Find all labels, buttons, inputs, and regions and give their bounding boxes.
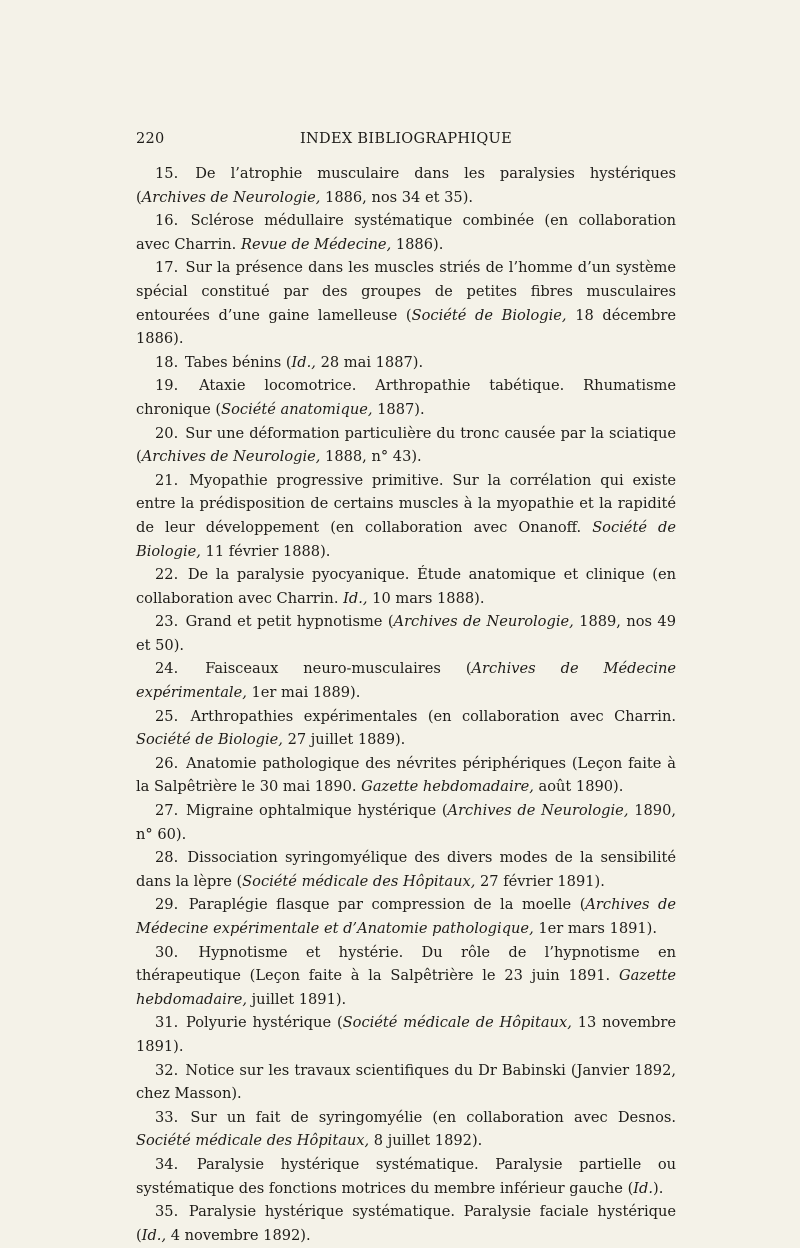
bibliography-entry: [136, 563, 676, 610]
entry-text: Polyurie hystérique (: [186, 1014, 343, 1032]
entry-number: 29.: [155, 896, 179, 914]
entry-details: 1890, n° 60).: [136, 802, 676, 843]
bibliography-entry: [136, 1011, 676, 1058]
entry-text: Migraine ophtalmique hystérique (: [185, 802, 448, 820]
entry-details: 27 février 1891).: [475, 872, 605, 890]
entry-text: Sclérose médullaire systématique combinée (en collaboration avec Charrin.: [136, 212, 677, 253]
bibliography-entry: [136, 374, 676, 421]
entry-number: 32.: [155, 1061, 179, 1079]
entry-number: 33.: [155, 1108, 179, 1126]
entry-source: Société de Biologie,: [411, 306, 567, 324]
bibliography-entry: [136, 893, 676, 940]
page-number: 220: [136, 131, 165, 147]
entry-source: Archives de Neurologie,: [141, 448, 321, 466]
entry-source: Archives de Neurologie,: [393, 613, 574, 631]
entry-number: 21.: [155, 471, 179, 489]
bibliography-entry: [136, 162, 676, 209]
entry-details: 4 novembre 1892).: [166, 1226, 311, 1244]
entry-text: Arthropathies expérimentales (en collaboration avec Charrin.: [190, 707, 677, 725]
entry-number: 31.: [155, 1014, 179, 1032]
bibliography-entry: [136, 799, 676, 846]
entry-text: Sur la présence dans les muscles striés de l’homme d’un système spécial constitué par des groupes de petites fibres musculaires entourées d’une gaine lamelleuse (: [136, 259, 676, 324]
entry-number: 35.: [155, 1203, 179, 1221]
bibliography-entry: [136, 469, 676, 563]
entry-text: Hypnotisme et hystérie. Du rôle de l’hypnotisme en thérapeutique (Leçon faite à la Salpêtrière le 23 juin 1891.: [136, 943, 676, 985]
entry-source: Archives de Neurologie,: [141, 188, 321, 206]
entry-source: Archives de Médecine expérimentale,: [136, 660, 676, 702]
bibliography-entry: [136, 752, 676, 799]
entry-number: 15.: [155, 165, 179, 182]
entry-number: 24.: [155, 660, 179, 678]
entry-source: Société médicale des Hôpitaux,: [242, 872, 476, 890]
entry-source: Gazette hebdomadaire,: [136, 967, 676, 1008]
entry-number: 25.: [155, 707, 179, 725]
entry-details: 27 juillet 1889).: [282, 731, 406, 749]
entry-details: 8 juillet 1892).: [369, 1132, 483, 1150]
bibliography-entry: [136, 705, 676, 752]
entry-source: Id.,: [141, 1226, 167, 1244]
entry-text: Tabes bénins (: [184, 353, 292, 371]
entry-number: 28.: [155, 849, 179, 867]
entry-source: Société médicale des Hôpitaux,: [136, 1132, 370, 1150]
entry-number: 17.: [155, 259, 179, 277]
bibliography-entry: [136, 657, 676, 704]
entry-details: 1er mai 1889).: [246, 684, 361, 702]
entry-details: 1er mars 1891).: [533, 920, 658, 937]
entry-text: De la paralysie pyocyanique. Étude anatomique et clinique (en collaboration avec Charrin.: [136, 566, 677, 607]
entry-text: Myopathie progressive primitive. Sur la corrélation qui existe entre la prédisposition de certains muscles à la myopathie et la rapidité de leur développement (en collaboration avec Onanoff.: [136, 471, 677, 536]
entry-text: Paraplégie flasque par compression de la moelle (: [188, 896, 586, 914]
bibliography-entry: [136, 1153, 676, 1200]
entry-details: 13 novembre 1891).: [136, 1014, 676, 1055]
bibliography-entry: [136, 846, 676, 893]
bibliography-entry: [136, 610, 676, 657]
entry-details: 28 mai 1887).: [315, 353, 424, 371]
entry-number: 34.: [155, 1155, 179, 1173]
entry-number: 20.: [155, 424, 179, 442]
entry-text: De l’atrophie musculaire dans les paralysies hystériques (: [136, 165, 676, 206]
entry-number: 27.: [155, 802, 179, 820]
entry-details: 1887).: [372, 400, 425, 418]
bibliography-entry: [136, 1200, 676, 1247]
entry-details: 1889, nos 49 et 50).: [136, 613, 676, 654]
entry-source: Société de Biologie,: [136, 518, 676, 560]
entry-source: Société de Biologie,: [136, 731, 283, 749]
entry-number: 23.: [155, 613, 179, 631]
running-header: [136, 131, 676, 153]
entry-source: Gazette hebdomadaire,: [361, 778, 534, 796]
entry-text: Sur une déformation particulière du tronc causée par la sciatique (: [136, 424, 677, 466]
bibliography-entry: [136, 1106, 676, 1153]
running-title: INDEX BIBLIOGRAPHIQUE: [300, 131, 512, 147]
entry-number: 30.: [155, 943, 179, 961]
entry-details: 11 février 1888).: [200, 542, 331, 560]
entry-text: Dissociation syringomyélique des divers modes de la sensibilité dans la lèpre (: [136, 849, 677, 890]
entry-details: août 1890).: [533, 778, 624, 796]
entry-details: 1886, nos 34 et 35).: [320, 188, 474, 206]
entry-text: Sur un fait de syringomyélie (en collaboration avec Desnos.: [190, 1108, 676, 1126]
entry-details: 1886).: [391, 235, 444, 253]
bibliography-entry: [136, 941, 676, 1012]
entry-number: 18.: [155, 353, 179, 371]
entry-text: Notice sur les travaux scientifiques du Dr Babinski (Janvier 1892, chez Masson).: [136, 1061, 676, 1103]
entry-source: Archives de Neurologie,: [447, 802, 629, 820]
entry-number: 26.: [155, 754, 179, 772]
entry-source: Société médicale de Hôpitaux,: [342, 1014, 572, 1032]
entry-text: Ataxie locomotrice. Arthropathie tabétique. Rhumatisme chronique (: [136, 377, 677, 418]
entry-number: 19.: [155, 377, 179, 395]
entry-text: Anatomie pathologique des névrites périphériques (Leçon faite à la Salpêtrière le 30 mai 1890.: [136, 754, 676, 796]
entry-number: 16.: [155, 212, 179, 230]
entry-details: 18 décembre 1886).: [136, 306, 677, 348]
entry-text: Paralysie hystérique systématique. Paralysie faciale hystérique (: [136, 1203, 676, 1244]
entry-text: Paralysie hystérique systématique. Paralysie partielle ou systématique des fonctions motrices du membre inférieur gauche (: [136, 1155, 677, 1197]
entry-text: Grand et petit hypnotisme (: [185, 613, 394, 631]
entry-number: 22.: [155, 566, 179, 584]
bibliography-entry: [136, 209, 676, 256]
bibliography-list: [136, 162, 676, 1247]
bibliography-entry: [136, 422, 676, 469]
entry-source: Id.,: [291, 353, 316, 371]
bibliography-entry: [136, 256, 676, 350]
entry-source: Id.,: [343, 589, 368, 607]
entry-source: Id.: [633, 1179, 654, 1197]
entry-source: Société anatomique,: [221, 400, 373, 418]
entry-details: 10 mars 1888).: [367, 589, 485, 607]
entry-details: 1888, n° 43).: [320, 448, 422, 466]
bibliography-entry: [136, 1059, 676, 1106]
entry-details: ).: [653, 1179, 664, 1197]
entry-details: juillet 1891).: [247, 990, 347, 1008]
entry-source: Archives de Médecine expérimentale et d’Anatomie pathologique,: [136, 896, 677, 937]
bibliography-entry: [136, 351, 676, 375]
entry-text: Faisceaux neuro-musculaires (: [205, 660, 472, 678]
entry-source: Revue de Médecine,: [240, 235, 392, 253]
